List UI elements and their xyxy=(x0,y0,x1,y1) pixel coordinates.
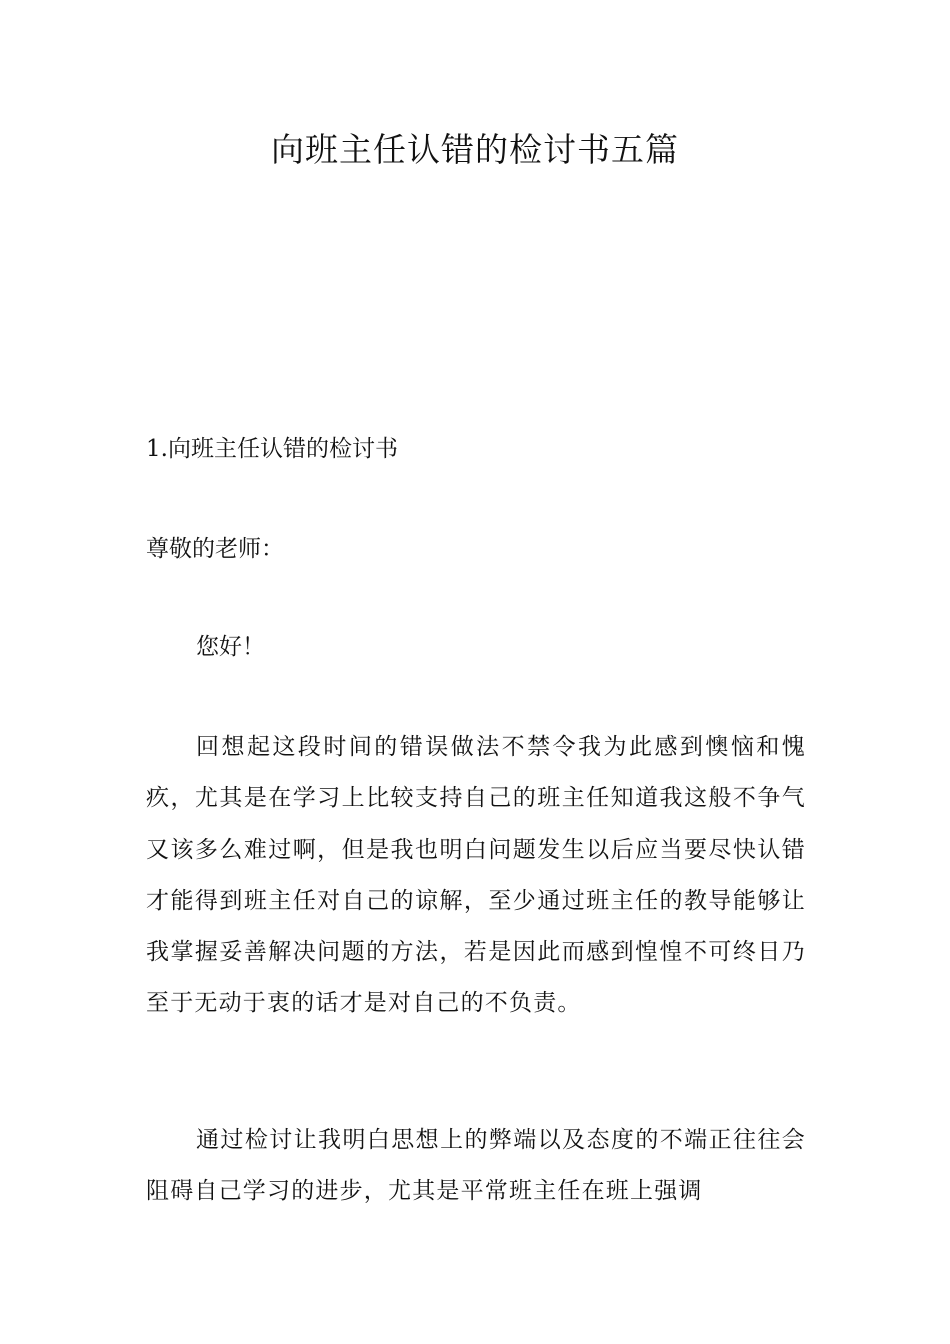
body-paragraph: 通过检讨让我明白思想上的弊端以及态度的不端正往往会阻碍自己学习的进步，尤其是平常班主任在班上强调 xyxy=(146,1127,806,1205)
salutation: 尊敬的老师： xyxy=(146,536,284,562)
body-paragraph: 回想起这段时间的错误做法不禁令我为此感到懊恼和愧疚，尤其是在学习上比较支持自己的班主任知道我这般不争气又该多么难过啊，但是我也明白问题发生以后应当要尽快认错才能得到班主任对自己的谅解，至少通过班主任的教导能够让我掌握妥善解决问题的方法，若是因此而感到惶惶不可终日乃至于无动于衷的话才是对自己的不负责。 xyxy=(146,734,806,1017)
document-title: 向班主任认错的检讨书五篇 xyxy=(271,130,679,169)
greeting: 您好！ xyxy=(196,634,265,660)
section-heading: 1.向班主任认错的检讨书 xyxy=(146,436,398,462)
